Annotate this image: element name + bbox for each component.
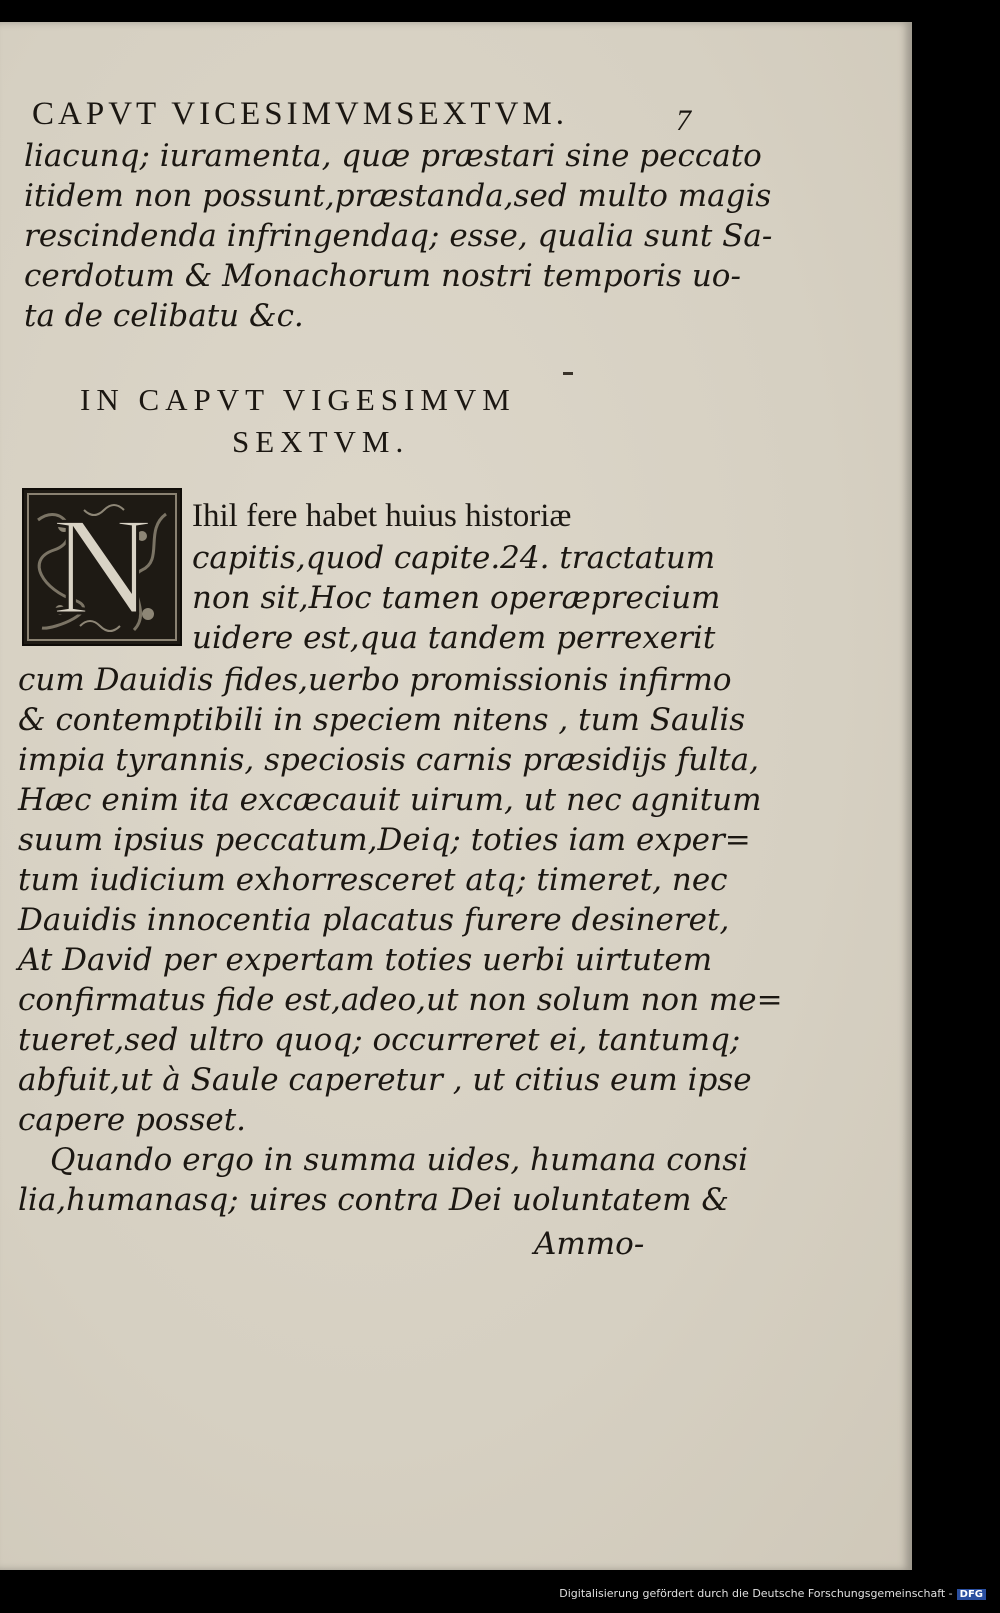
text-line: Dauidis innocentia placatus furere desineret, — [18, 902, 730, 938]
text-line: non sit,Hoc tamen operæprecium — [192, 580, 721, 616]
text-line: abfuit,ut à Saule caperetur , ut citius eum ipse — [18, 1062, 752, 1098]
section-heading-line2: SEXTVM. — [232, 424, 410, 459]
text-line: & contemptibili in speciem nitens , tum Saulis — [18, 702, 746, 738]
digitization-credit — [559, 1587, 986, 1600]
text-line: capitis,quod capite.24. tractatum — [192, 540, 716, 576]
text-line: cum Dauidis fides,uerbo promissionis infirmo — [18, 662, 732, 698]
text-line: rescindenda infringendaq; esse, qualia sunt Sa- — [24, 218, 773, 254]
text-line: Ihil fere habet huius historiæ — [192, 498, 572, 534]
text-line: Hæc enim ita excæcauit uirum, ut nec agnitum — [18, 782, 762, 818]
text-line: tueret,sed ultro quoq; occurreret ei, tantumq; — [18, 1022, 741, 1058]
text-line: suum ipsius peccatum,Deiq; toties iam exper= — [18, 822, 751, 858]
text-line: lia,humanasq; uires contra Dei uoluntatem & — [18, 1182, 729, 1218]
text-line: ta de celibatu &c. — [24, 298, 304, 334]
text-line: Quando ergo in summa uides, humana consi — [50, 1142, 749, 1178]
text-line: capere posset. — [18, 1102, 247, 1138]
section-heading-line1: IN CAPVT VIGESIMVM — [80, 382, 516, 417]
text-line: liacunq; iuramenta, quæ præstari sine peccato — [24, 138, 762, 174]
text-line: uidere est,qua tandem perrexerit — [192, 620, 716, 656]
catchword: Ammo- — [534, 1226, 645, 1262]
text-line: confirmatus fide est,adeo,ut non solum non me= — [18, 982, 783, 1018]
ornament-mark — [563, 372, 573, 375]
book-page — [0, 22, 912, 1570]
page-number: 7 — [676, 104, 691, 137]
running-title: CAPVT VICESIMVMSEXTVM. — [32, 96, 569, 132]
dfg-logo: DFG — [957, 1589, 986, 1600]
text-line: tum iudicium exhorresceret atq; timeret, nec — [18, 862, 728, 898]
text-line: cerdotum & Monachorum nostri temporis uo- — [24, 258, 741, 294]
text-line: At David per expertam toties uerbi uirtutem — [18, 942, 713, 978]
decorated-initial — [22, 488, 182, 646]
text-line: itidem non possunt,præstanda,sed multo magis — [24, 178, 772, 214]
credit-text: Digitalisierung gefördert durch die Deutsche Forschungsgemeinschaft - — [559, 1587, 953, 1600]
text-line: impia tyrannis, speciosis carnis præsidijs fulta, — [18, 742, 759, 778]
initial-letter: N — [51, 489, 153, 644]
